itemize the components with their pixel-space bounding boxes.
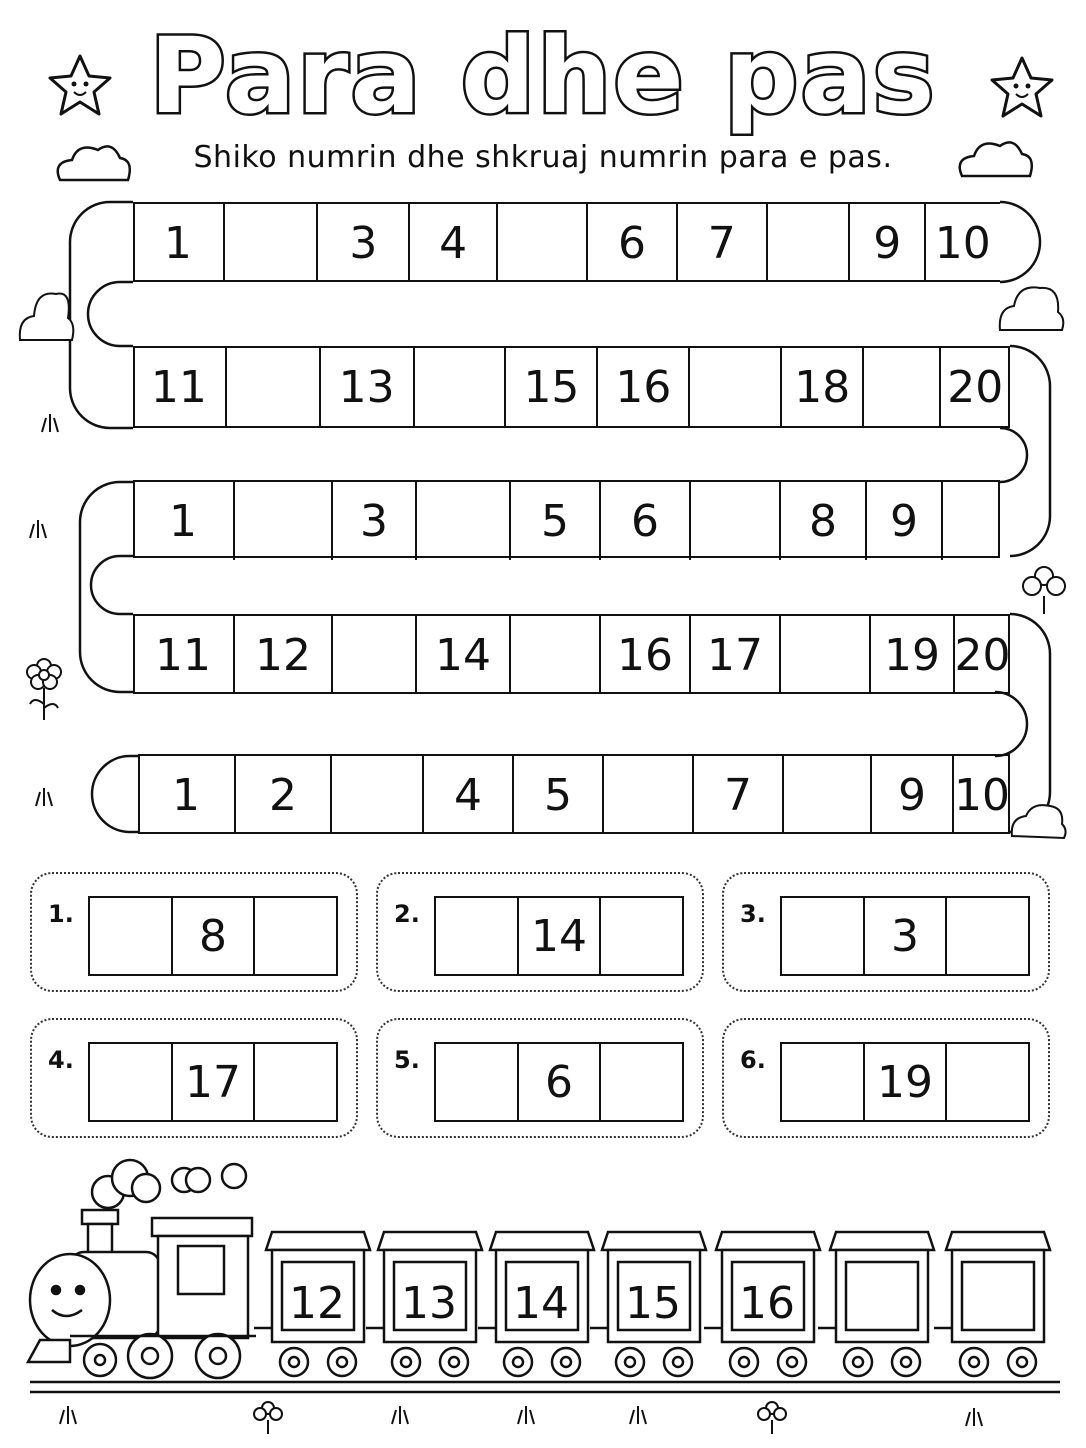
exercise-boxes xyxy=(780,896,1030,976)
wagon-number: 12 xyxy=(289,1278,345,1329)
wagon-roof xyxy=(946,1232,1050,1250)
track-cell: 20 xyxy=(939,348,1010,426)
track-cell: 3 xyxy=(316,204,408,282)
wagon-roof xyxy=(490,1232,594,1250)
wagon-wheel-hub xyxy=(337,1357,347,1367)
flower-icon xyxy=(27,659,61,720)
track-cell: 8 xyxy=(779,482,865,560)
wagon-wheel-hub xyxy=(401,1357,411,1367)
track-cell: 12 xyxy=(233,616,331,694)
page-title: Para dhe pas xyxy=(149,15,937,137)
track-cell: 7 xyxy=(676,204,766,282)
wagon-wheel-hub xyxy=(673,1357,683,1367)
wagon-wheel-hub xyxy=(787,1357,797,1367)
track-cell: 11 xyxy=(150,361,207,413)
track-cell: 2 xyxy=(234,756,330,834)
track-cell: 10 xyxy=(924,204,999,282)
track-cell: 4 xyxy=(408,204,496,282)
answer-after-box[interactable] xyxy=(253,1044,336,1120)
track-cell: 5 xyxy=(512,756,602,834)
answer-after-box[interactable] xyxy=(945,1044,1028,1120)
exercise-card xyxy=(376,1018,704,1138)
track-row-border xyxy=(138,754,1010,834)
track-row-border xyxy=(133,202,1000,282)
track-cell: 10 xyxy=(952,756,1010,834)
exercise-number: 6. xyxy=(740,1046,766,1074)
flower-icon xyxy=(1023,567,1065,614)
answer-before-box[interactable] xyxy=(782,1044,863,1120)
track-cell: 18 xyxy=(780,348,862,426)
exercise-boxes xyxy=(434,1042,684,1122)
track-cell: 5 xyxy=(509,482,599,560)
answer-after-box[interactable] xyxy=(253,898,336,974)
track-cell: 6 xyxy=(599,482,689,560)
track-cell: 1 xyxy=(163,217,192,269)
exercise-boxes xyxy=(434,896,684,976)
track-cell: 19 xyxy=(869,616,953,694)
track-row-border xyxy=(133,614,1010,694)
answer-after-box[interactable] xyxy=(945,898,1028,974)
wagon-wheel-hub xyxy=(513,1357,523,1367)
exercise-number: 1. xyxy=(48,900,74,928)
wagon-wheel-hub xyxy=(853,1357,863,1367)
wagon-wheel-hub xyxy=(561,1357,571,1367)
wagon-wheel-hub xyxy=(289,1357,299,1367)
exercise-number: 4. xyxy=(48,1046,74,1074)
wagon-wheel-hub xyxy=(739,1357,749,1367)
wagon-wheel-hub xyxy=(1017,1357,1027,1367)
answer-before-box[interactable] xyxy=(782,898,863,974)
answer-before-box[interactable] xyxy=(90,1044,171,1120)
track-cell: 15 xyxy=(504,348,596,426)
wagon-number: 15 xyxy=(625,1278,681,1329)
track-cell: 7 xyxy=(692,756,782,834)
track-cell: 1 xyxy=(172,769,200,821)
wagon-roof xyxy=(602,1232,706,1250)
track-cell: 16 xyxy=(599,616,689,694)
wagon-roof xyxy=(266,1232,370,1250)
star-icon xyxy=(992,58,1052,116)
exercise-card xyxy=(30,1018,358,1138)
wagon-number: 14 xyxy=(513,1278,569,1329)
wagon-number: 13 xyxy=(401,1278,457,1329)
given-number: 3 xyxy=(863,898,946,974)
given-number: 14 xyxy=(517,898,600,974)
exercise-number: 2. xyxy=(394,900,420,928)
track-cell: 11 xyxy=(155,629,211,681)
exercise-card xyxy=(376,872,704,992)
given-number: 6 xyxy=(517,1044,600,1120)
exercise-card xyxy=(722,1018,1050,1138)
exercise-boxes xyxy=(88,1042,338,1122)
track-cell: 14 xyxy=(415,616,509,694)
given-number: 19 xyxy=(863,1044,946,1120)
exercise-number: 5. xyxy=(394,1046,420,1074)
answer-before-box[interactable] xyxy=(90,898,171,974)
track-cell: 20 xyxy=(953,616,1010,694)
wagon-window xyxy=(846,1262,918,1330)
instruction-text: Shiko numrin dhe shkruaj numrin para e pas. xyxy=(193,140,893,175)
track-cell: 4 xyxy=(422,756,512,834)
given-number: 8 xyxy=(171,898,254,974)
track-cell: 16 xyxy=(596,348,688,426)
wagon-wheel-hub xyxy=(449,1357,459,1367)
track-row-border xyxy=(133,480,1000,558)
track-cell: 17 xyxy=(689,616,779,694)
wagon-roof xyxy=(716,1232,820,1250)
answer-before-box[interactable] xyxy=(436,898,517,974)
track-cell: 3 xyxy=(331,482,415,560)
wagon-window xyxy=(962,1262,1034,1330)
track-cell: 9 xyxy=(865,482,941,560)
exercise-boxes xyxy=(780,1042,1030,1122)
track-cell: 13 xyxy=(319,348,413,426)
track-cell: 6 xyxy=(586,204,676,282)
exercise-number: 3. xyxy=(740,900,766,928)
exercise-card xyxy=(722,872,1050,992)
answer-before-box[interactable] xyxy=(436,1044,517,1120)
grass-icon xyxy=(518,1406,534,1424)
exercise-card xyxy=(30,872,358,992)
track-cell: 9 xyxy=(848,204,924,282)
wagon-number: 16 xyxy=(739,1278,795,1329)
wagon-wheel-hub xyxy=(969,1357,979,1367)
exercise-boxes xyxy=(88,896,338,976)
wagon-roof xyxy=(830,1232,934,1250)
track-cell: 1 xyxy=(169,495,197,547)
answer-after-box[interactable] xyxy=(599,1044,682,1120)
answer-after-box[interactable] xyxy=(599,898,682,974)
track-row-border xyxy=(133,346,1010,428)
track-cell: 9 xyxy=(870,756,952,834)
wagon-wheel-hub xyxy=(901,1357,911,1367)
wagon-roof xyxy=(378,1232,482,1250)
given-number: 17 xyxy=(171,1044,254,1120)
star-icon xyxy=(50,56,110,114)
wagon-wheel-hub xyxy=(625,1357,635,1367)
